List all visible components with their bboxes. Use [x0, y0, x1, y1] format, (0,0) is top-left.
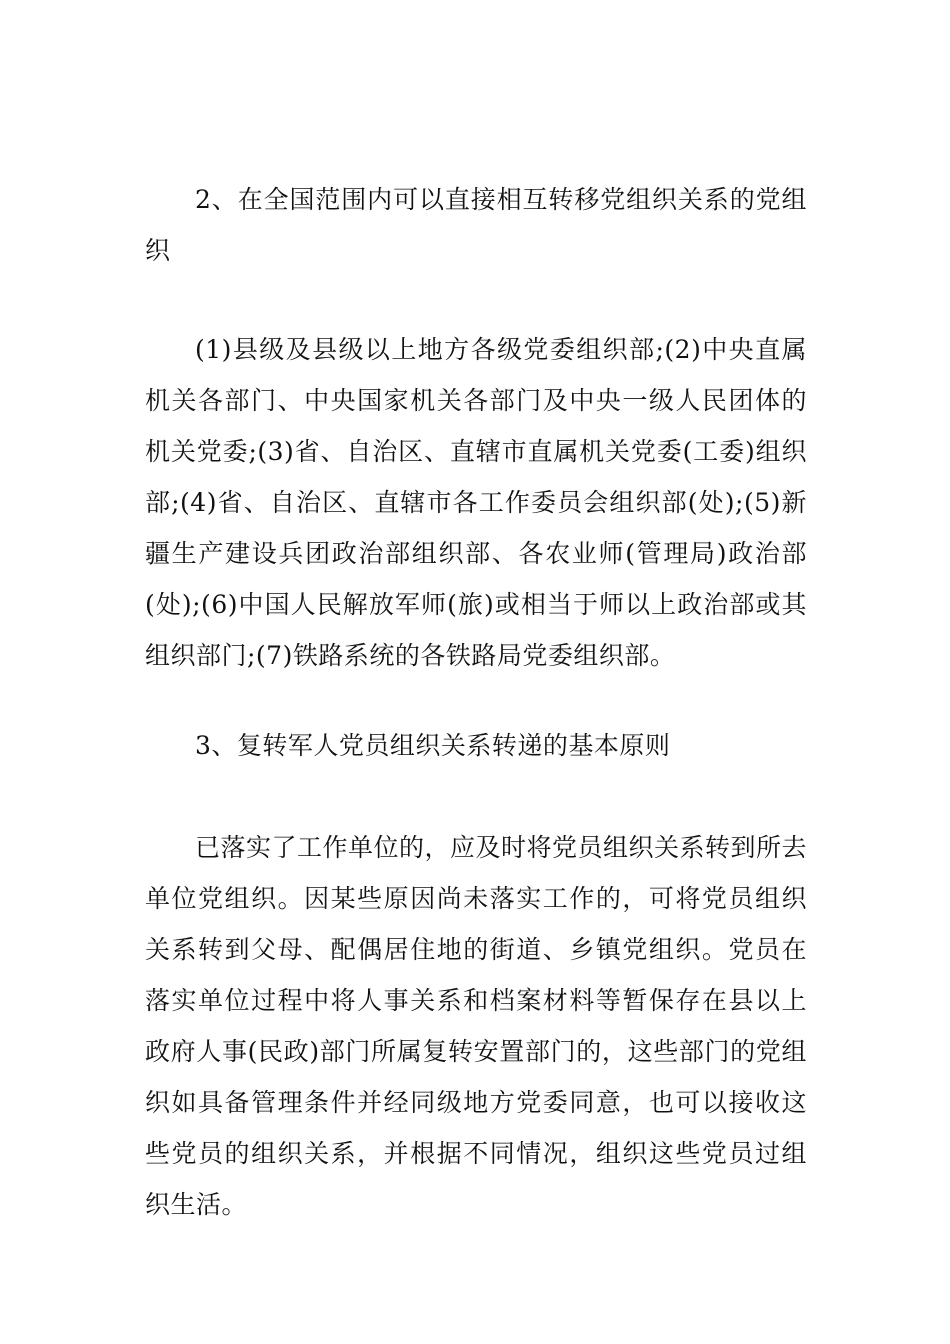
section-heading-2: 2、在全国范围内可以直接相互转移党组织关系的党组织 — [145, 185, 807, 265]
principles-body-paragraph: 已落实了工作单位的，应及时将党员组织关系转到所去单位党组织。因某些原因尚未落实工作的，可将党员组织关系转到父母、配偶居住地的街道、乡镇党组织。党员在落实单位过程中将人事关系和档案材料等暂保存在县以上政府人事(民政)部门所属复转安置部门的，这些部门的党组织如具备管理条件并经同级地方党委同意，也可以接收这些党员的组织关系，并根据不同情况，组织这些党员过组织生活。 — [145, 833, 808, 1219]
section-heading-3: 3、复转军人党员组织关系转递的基本原则 — [195, 731, 671, 760]
organization-list-paragraph: (1)县级及县级以上地方各级党委组织部;(2)中央直属机关各部门、中央国家机关各部门及中央一级人民团体的机关党委;(3)省、自治区、直辖市直属机关党委(工委)组织部;(4)省、自治区、直辖市各工作委员会组织部(处);(5)新疆生产建设兵团政治部组织部、各农业师(管理局)政治部(处);(6)中国人民解放军师(旅)或相当于师以上政治部或其组织部门;(7)铁路系统的各铁路局党委组织部。 — [145, 335, 807, 670]
